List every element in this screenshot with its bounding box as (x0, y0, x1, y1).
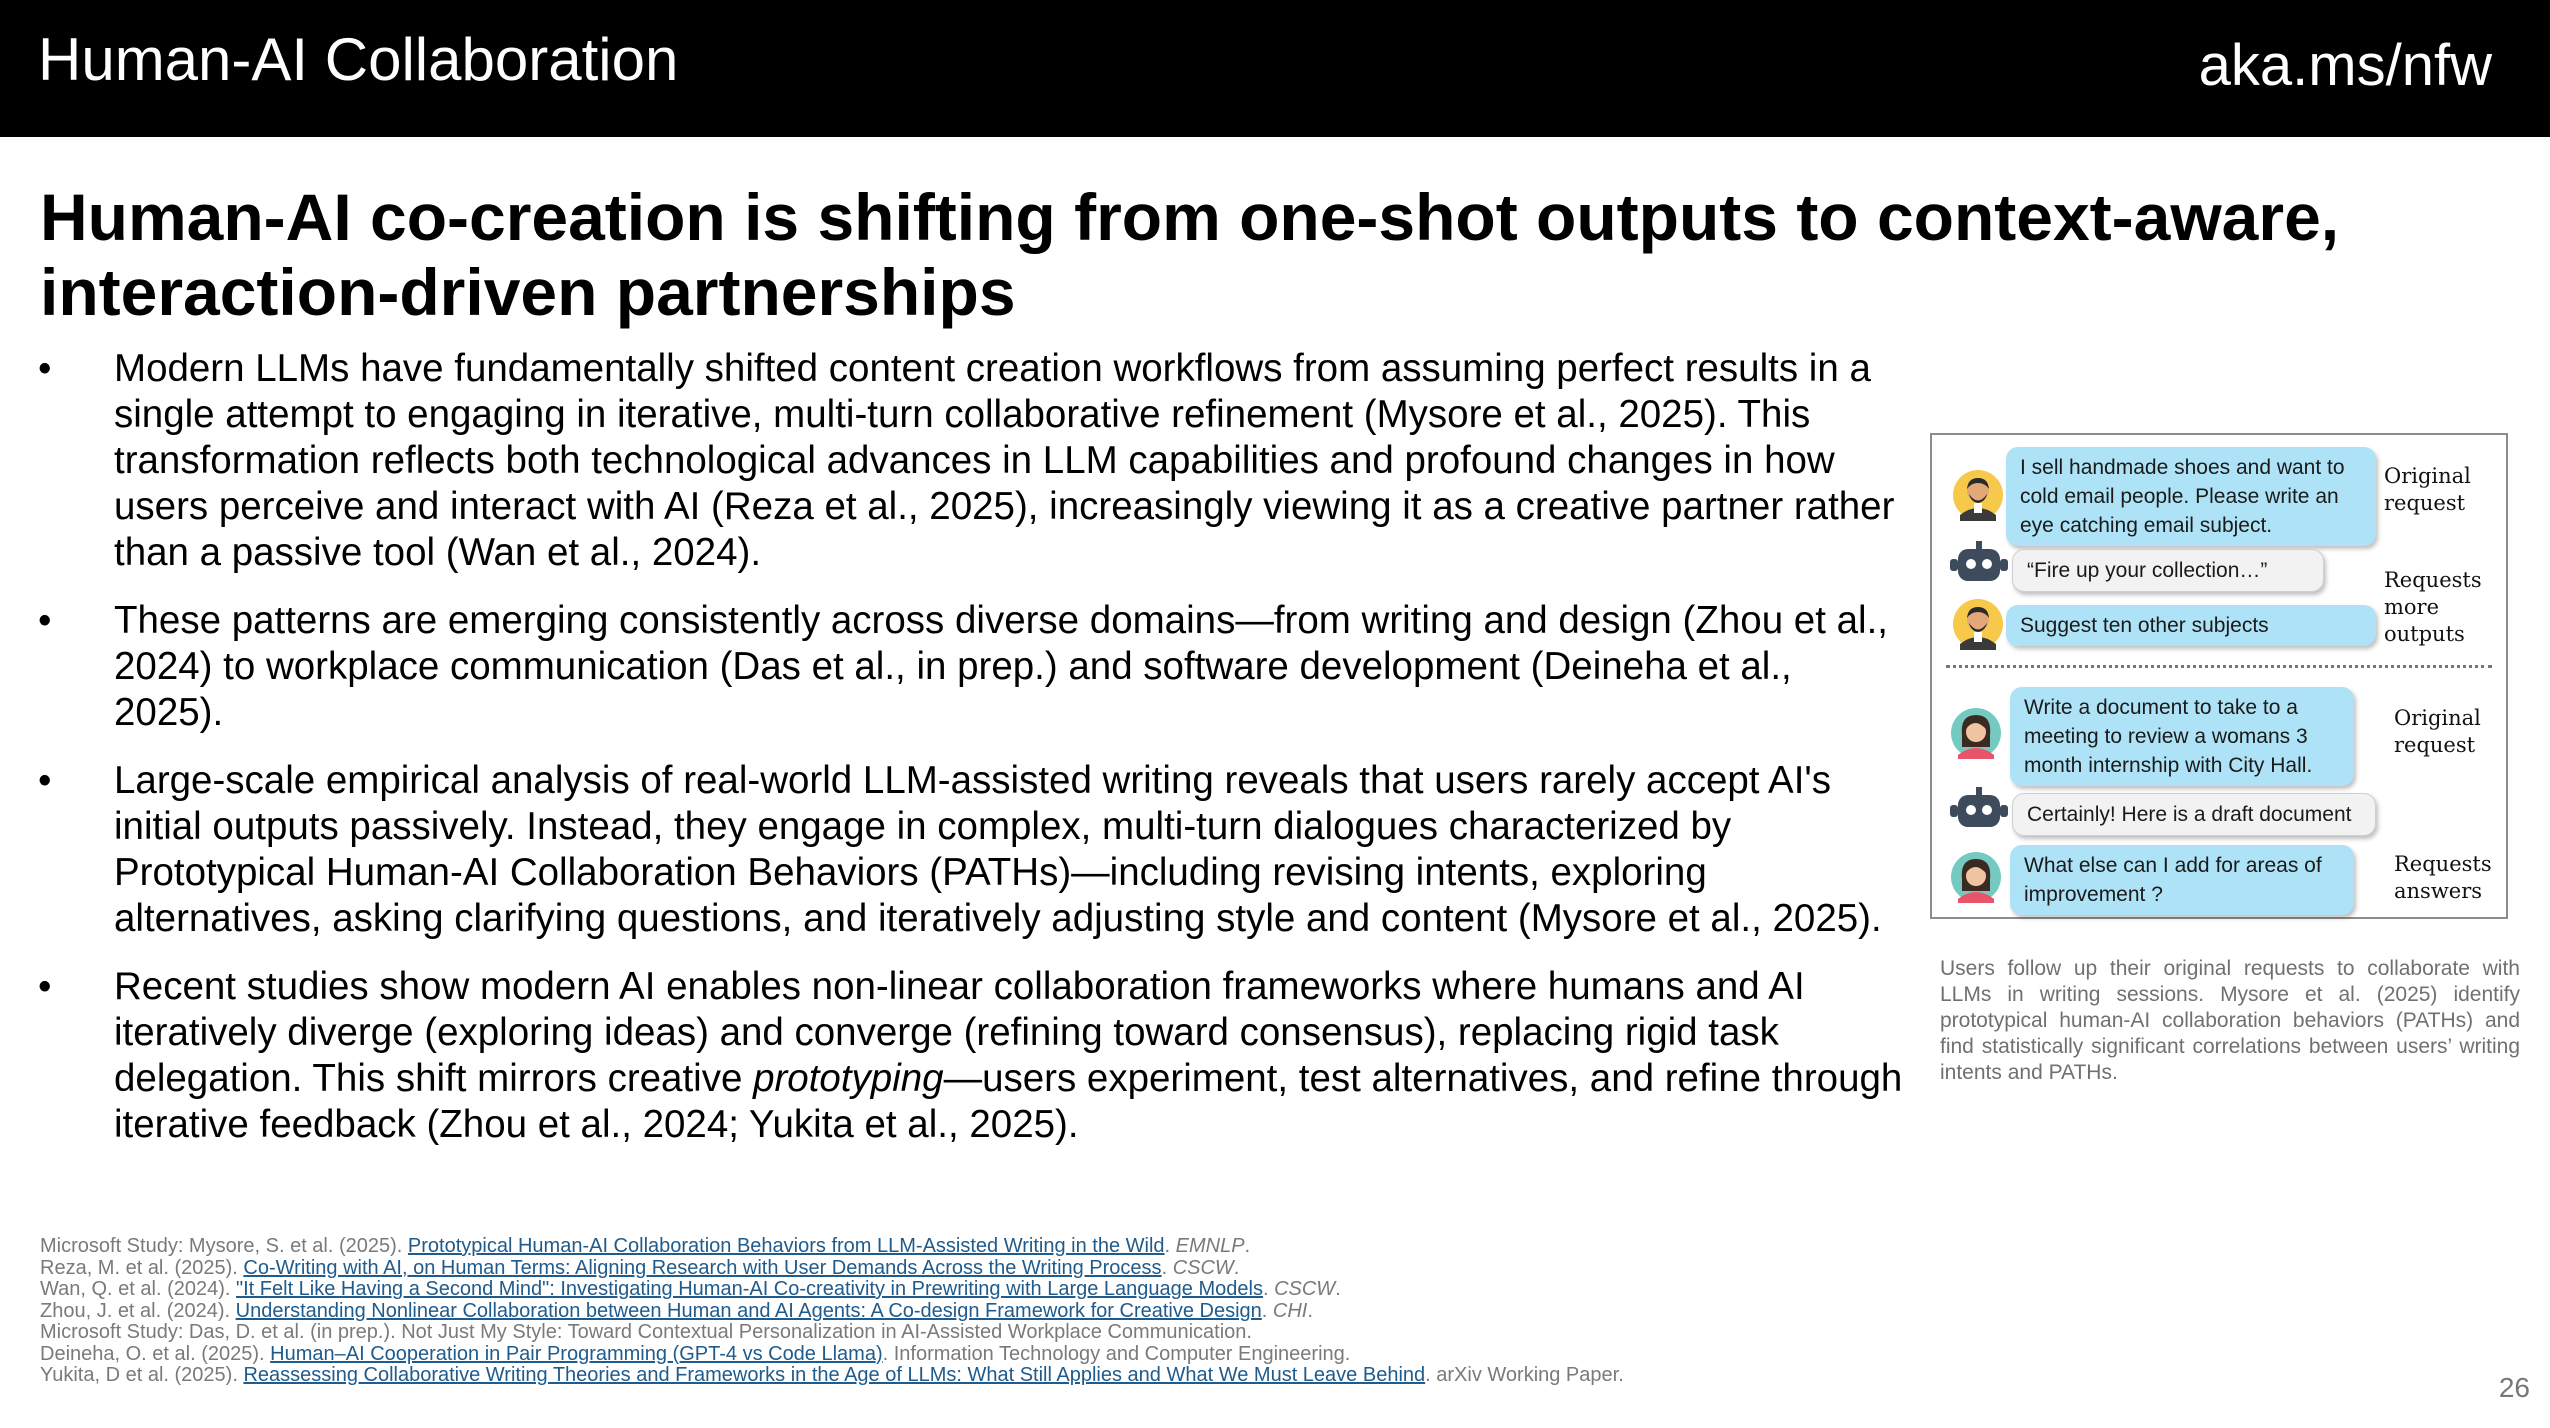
user-message-bubble: I sell handmade shoes and want to cold email people. Please write an eye catching email subject. (2006, 447, 2376, 546)
reference-authors: Wan, Q. et al. (2024). (40, 1278, 237, 1300)
bullet-marker: • (38, 599, 52, 642)
bullet-list (38, 346, 1908, 1170)
references-list (40, 1236, 1940, 1387)
reference-entry: Yukita, D et al. (2025). Reassessing Collaborative Writing Theories and Frameworks in the Age of LLMs: What Still Applies and What We Must Leave Behind. arXiv Working Paper. (40, 1364, 1624, 1386)
bullet-marker: • (38, 965, 52, 1008)
robot-icon (1950, 787, 2008, 831)
reference-authors: Microsoft Study: Mysore, S. et al. (2025). (40, 1235, 408, 1257)
reference-link[interactable]: "It Felt Like Having a Second Mind": Investigating Human-AI Co-creativity in Prewriting with Large Language Models (236, 1278, 1263, 1300)
reference-link[interactable]: Understanding Nonlinear Collaboration between Human and AI Agents: A Co-design Framework for Creative Design (235, 1299, 1262, 1322)
behavior-tag: Requests more outputs (2384, 568, 2482, 646)
reference-link[interactable]: Prototypical Human-AI Collaboration Behaviors from LLM-Assisted Writing in the Wild (407, 1235, 1165, 1257)
user-message-bubble: Write a document to take to a meeting to review a womans 3 month internship with City Hall. (2010, 687, 2354, 786)
bullet-item (38, 758, 1908, 942)
slide-headline: Human-AI co-creation is shifting from one-shot outputs to context-aware, interaction-driven partnerships (40, 180, 2340, 329)
bullet-item (38, 346, 1908, 576)
bullet-text: These patterns are emerging consistently across diverse domains—from writing and design (Zhou et al., 2024) to workplace communication (Das et al., in prep.) and software development (Deineha et al., 2025). (114, 599, 1888, 734)
user-message-bubble: What else can I add for areas of improvement ? (2010, 845, 2354, 915)
reference-entry (40, 1322, 1940, 1344)
dotted-divider (1946, 665, 2492, 668)
bullet-text: Modern LLMs have fundamentally shifted content creation workflows from assuming perfect results in a single attempt to engaging in iterative, multi-turn collaborative refinement (Mysore et al., 2025). This transformation reflects both technological advances in LLM capabilities and profound changes in how users perceive and interact with AI (Reza et al., 2025), increasingly viewing it as a creative partner rather than a passive tool (Wan et al., 2024). (114, 347, 1895, 574)
user-message-bubble: Suggest ten other subjects (2006, 605, 2376, 646)
user-avatar-icon (1950, 707, 2002, 759)
bullet-text: Large-scale empirical analysis of real-world LLM-assisted writing reveals that users rarely accept AI's initial outputs passively. Instead, they engage in complex, multi-turn dialogues characterized by Prototypical Human-AI Collaboration Behaviors (PATHs)—including revising intents, exploring alternatives, asking clarifying questions, and iteratively adjusting style and content (Mysore et al., 2025). (114, 759, 1882, 940)
bullet-text: Recent studies show modern AI enables non-linear collaboration frameworks where humans and AI iteratively diverge (exploring ideas) and converge (refining toward consensus), replacing rigid task delegation. This shift mirrors creative (114, 965, 1805, 1100)
reference-authors: Microsoft Study: Das, D. et al. (in prep.). Not Just My Style: Toward Contextual Personalization in AI-Assisted Workplace Communication. (40, 1321, 1252, 1343)
reference-authors: Deineha, O. et al. (2025). (40, 1342, 271, 1365)
short-link-text: aka.ms/nfw (2198, 33, 2492, 98)
bullet-marker: • (38, 759, 52, 802)
reference-entry: Microsoft Study: Mysore, S. et al. (2025). Prototypical Human-AI Collaboration Behaviors from LLM-Assisted Writing in the Wild. EMNLP. (40, 1235, 1251, 1257)
reference-entry: Deineha, O. et al. (2025). Human–AI Cooperation in Pair Programming (GPT-4 vs Code Llama). Information Technology and Computer Engineering. (40, 1342, 1351, 1365)
reference-venue: CSCW (1274, 1278, 1336, 1300)
reference-link[interactable]: Reassessing Collaborative Writing Theories and Frameworks in the Age of LLMs: What Still Applies and What We Must Leave Behind (243, 1364, 1426, 1386)
reference-entry: Wan, Q. et al. (2024). "It Felt Like Having a Second Mind": Investigating Human-AI Co-creativity in Prewriting with Large Language Models. CSCW. (40, 1278, 1341, 1300)
reference-authors: Yukita, D et al. (2025). (40, 1364, 244, 1386)
reference-suffix: . (1307, 1299, 1313, 1322)
reference-suffix: arXiv Working Paper. (1436, 1364, 1624, 1386)
reference-suffix: . (1244, 1235, 1251, 1257)
reference-suffix: . (1335, 1278, 1341, 1300)
reference-entry: Reza, M. et al. (2025). Co-Writing with AI, on Human Terms: Aligning Research with User Demands Across the Writing Process. CSCW. (40, 1256, 1240, 1279)
behavior-tag: Original request (2384, 464, 2471, 515)
reference-link[interactable]: Human–AI Cooperation in Pair Programming (GPT-4 vs Code Llama) (270, 1342, 883, 1365)
chat-example-figure (1930, 433, 2508, 919)
robot-icon (1950, 541, 2008, 585)
reference-suffix: . (1233, 1256, 1240, 1279)
reference-venue: EMNLP (1175, 1235, 1245, 1257)
user-avatar-icon (1952, 598, 2004, 650)
user-avatar-icon (1952, 469, 2004, 521)
ai-response-bubble: Certainly! Here is a draft document (2012, 793, 2376, 836)
reference-authors: Reza, M. et al. (2025). (40, 1256, 244, 1279)
bullet-item (38, 598, 1908, 736)
slide-header-bar (0, 0, 2550, 137)
bullet-item (38, 964, 1908, 1148)
slide-section-title: Human-AI Collaboration (38, 26, 679, 93)
reference-entry: Zhou, J. et al. (2024). Understanding Nonlinear Collaboration between Human and AI Agents: A Co-design Framework for Creative Design. CHI. (40, 1299, 1313, 1322)
reference-suffix: Information Technology and Computer Engineering. (893, 1342, 1351, 1365)
figure-caption: Users follow up their original requests to collaborate with LLMs in writing sessions. Mysore et al. (2025) identify prototypical human-AI collaboration behaviors (PATHs) and find statistically significant correlations between users’ writing intents and PATHs. (1940, 957, 2520, 1084)
page-number: 26 (2498, 1372, 2530, 1403)
reference-authors: Zhou, J. et al. (2024). (40, 1299, 236, 1322)
reference-venue: CHI (1272, 1299, 1308, 1322)
emphasized-text: prototyping (753, 1057, 944, 1100)
behavior-tag: Original request (2394, 706, 2481, 757)
user-avatar-icon (1950, 851, 2002, 903)
reference-link[interactable]: Co-Writing with AI, on Human Terms: Aligning Research with User Demands Across the Writing Process (243, 1256, 1162, 1279)
bullet-marker: • (38, 347, 52, 390)
reference-venue: CSCW (1172, 1256, 1234, 1279)
ai-response-bubble: “Fire up your collection…” (2012, 549, 2324, 592)
bullet-text: —users experiment, test alternatives, and refine through iterative feedback (Zhou et al., 2024; Yukita et al., 2025). (114, 1057, 1903, 1146)
behavior-tag: Requests answers (2394, 852, 2492, 903)
